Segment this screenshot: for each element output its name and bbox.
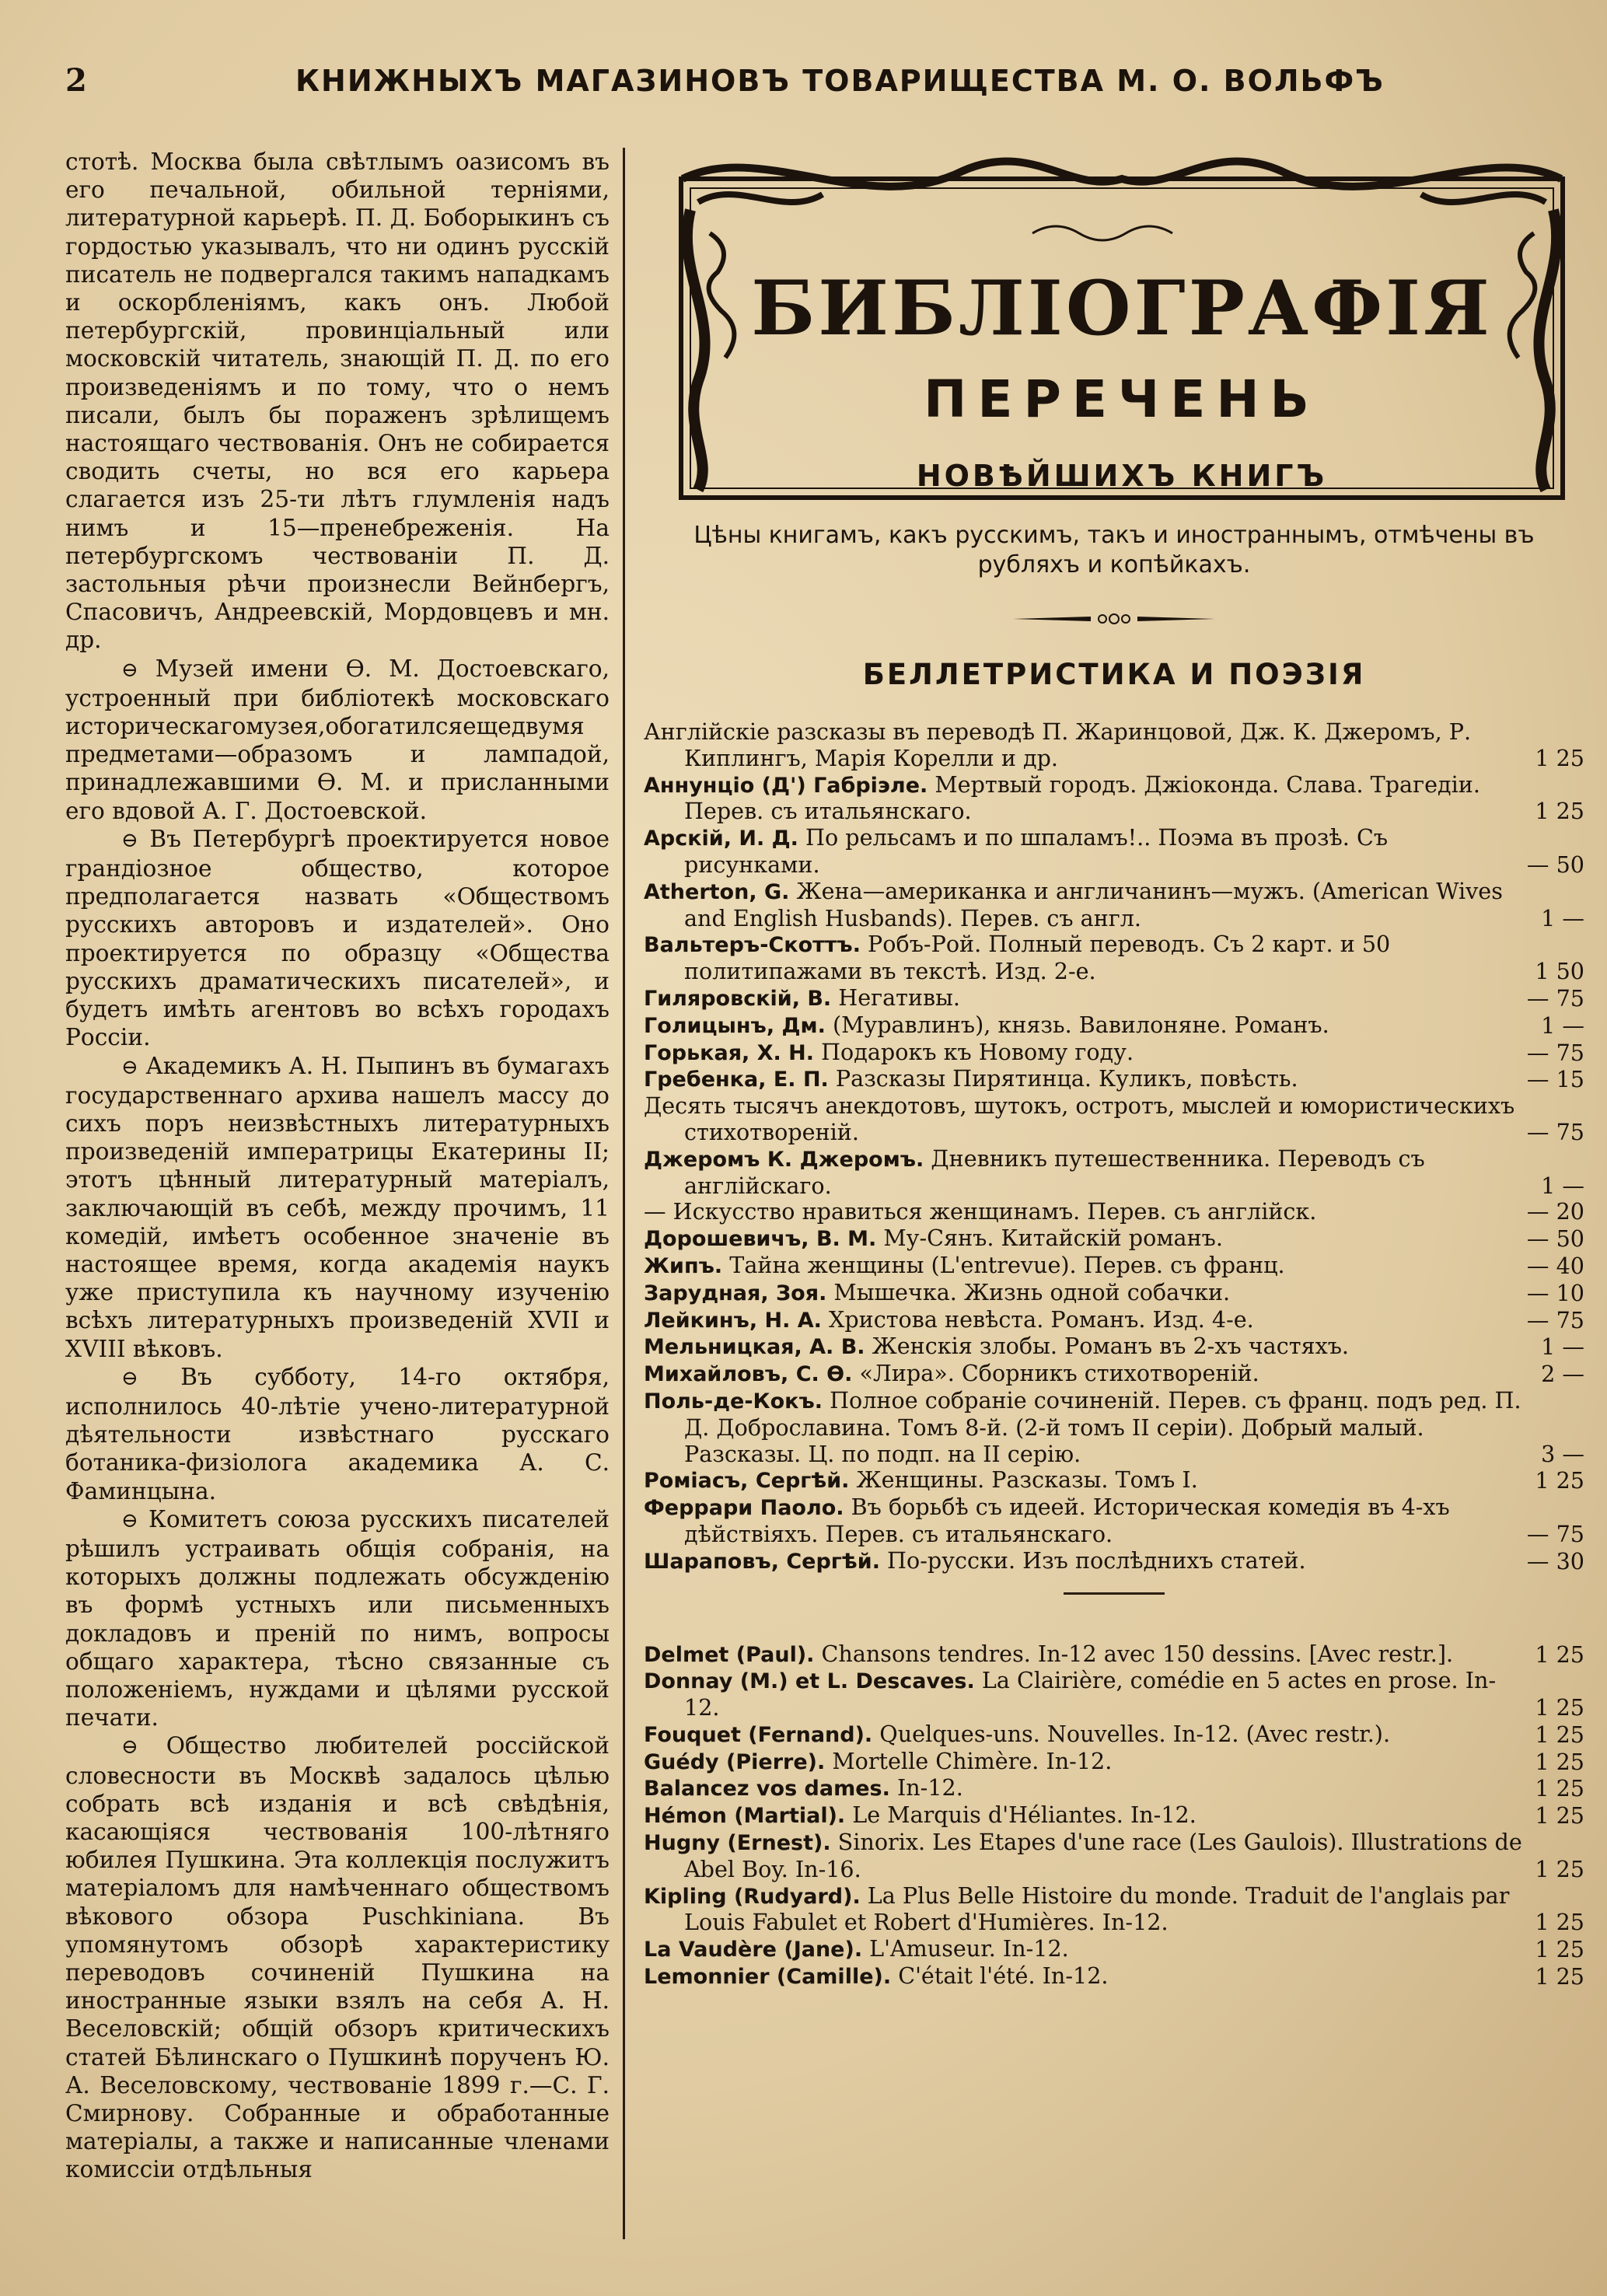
list-item: Guédy (Pierre). Mortelle Chimère. In-12. 1 25 (644, 1747, 1584, 1775)
banner-title: БИБЛІОГРАФІЯ (751, 264, 1493, 352)
price: — 20 (1526, 1198, 1584, 1225)
section-bullet-icon: ⊖ (121, 1508, 138, 1532)
price: — 75 (1526, 984, 1584, 1012)
list-item: Арскій, И. Д. По рельсамъ и по шпаламъ!.. Поэма въ прозѣ. Съ рисунками. — 50 (644, 824, 1584, 878)
price: — 75 (1526, 1306, 1584, 1333)
divider-ornament-icon (1013, 611, 1215, 627)
price: 1 — (1541, 1172, 1584, 1199)
running-title: КНИЖНЫХЪ МАГАЗИНОВЪ ТОВАРИЩЕСТВА М. О. ВОЛЬФЪ (295, 64, 1385, 98)
price: 1 25 (1535, 1641, 1584, 1668)
paragraph: ⊖ Музей имени Ѳ. М. Достоевскаго, устроенный при библіотекѣ московскаго историческагомузея,обогатилсяещедвумя предметами—образомъ и лампадой, принадлежавшими Ѳ. М. и присланными его вдовой А. Г. Достоевской. (65, 655, 610, 824)
price: — 15 (1526, 1066, 1584, 1093)
price: — 50 (1526, 1225, 1584, 1253)
section-bullet-icon: ⊖ (121, 658, 138, 682)
french-book-list (644, 1641, 1584, 1990)
paragraph: ⊖ Въ Петербургѣ проектируется новое грандіозное общество, которое предполагается назвать «Обществомъ русскихъ авторовъ и издателей». Оно проектируется по образцу «Общества русскихъ драматическихъ писателей», и будетъ имѣть агентовъ во всѣхъ городахъ Россіи. (65, 825, 610, 1051)
page-number: 2 (65, 62, 87, 99)
list-item: Hugny (Ernest). Sinorix. Les Etapes d'une race (Les Gaulois). Illustrations de Abel Boy. In-16. 1 25 (644, 1829, 1584, 1882)
price: 1 25 (1535, 1467, 1584, 1494)
running-header (0, 56, 1607, 110)
list-item: Феррари Паоло. Въ борьбѣ съ идеей. Историческая комедія въ 4-хъ дѣйствіяхъ. Перев. съ итальянскаго. — 75 (644, 1494, 1584, 1547)
price: 2 — (1541, 1361, 1584, 1388)
list-item: Шараповъ, Сергѣй. По-русски. Изъ послѣднихъ статей. — 30 (644, 1546, 1584, 1574)
price: — 75 (1526, 1039, 1584, 1066)
list-item: Donnay (M.) et L. Descaves. La Clairière, comédie en 5 actes en prose. In-12. 1 25 (644, 1667, 1584, 1721)
price: 1 — (1541, 1333, 1584, 1361)
price: 1 25 (1535, 1802, 1584, 1829)
list-item: Hémon (Martial). Le Marquis d'Héliantes. In-12. 1 25 (644, 1802, 1584, 1829)
list-item: Джеромъ К. Джеромъ. Дневникъ путешественника. Переводъ съ англійскаго. 1 — (644, 1145, 1584, 1199)
list-item: Delmet (Paul). Chansons tendres. In-12 avec 150 dessins. [Avec restr.]. 1 25 (644, 1640, 1584, 1668)
section-bullet-icon: ⊖ (121, 1055, 138, 1079)
list-item: Вальтеръ-Скоттъ. Робъ-Рой. Полный переводъ. Съ 2 карт. и 50 политипажами въ текстѣ. Изд. 2-е. 1 50 (644, 931, 1584, 985)
list-item: Михайловъ, С. Ѳ. «Лира». Сборникъ стихотвореній. 2 — (644, 1360, 1584, 1388)
list-item: Гиляровскій, В. Негативы. — 75 (644, 984, 1584, 1012)
section-divider (1064, 1592, 1165, 1595)
list-item: Lemonnier (Camille). C'était l'été. In-12. 1 25 (644, 1962, 1584, 1990)
section-title: БЕЛЛЕТРИСТИКА И ПОЭЗІЯ (862, 658, 1366, 691)
list-item: Роміасъ, Сергѣй. Женщины. Разсказы. Томъ I. 1 25 (644, 1466, 1584, 1494)
list-item: Голицынъ, Дм. (Муравлинъ), князь. Вавилоняне. Романъ. 1 — (644, 1011, 1584, 1039)
paragraph: ⊖ Комитетъ союза русскихъ писателей рѣшилъ устраивать общія собранія, на которыхъ должны подлежать обсужденію въ формѣ устныхъ или письменныхъ докладовъ и преній по нимъ, вопросы общаго характера, тѣсно связанные съ положеніемъ, нуждами и цѣлями русской печати. (65, 1505, 610, 1732)
price: 1 25 (1535, 798, 1584, 825)
list-item: Дорошевичъ, В. М. Му-Сянъ. Китайскій романъ. — 50 (644, 1225, 1584, 1253)
list-item: Горькая, Х. Н. Подарокъ къ Новому году. — 75 (644, 1038, 1584, 1066)
price: 1 25 (1535, 744, 1584, 771)
right-column (644, 148, 1584, 1990)
bibliography-banner (667, 148, 1577, 505)
list-item: Поль-де-Кокъ. Полное собраніе сочиненій. Перев. съ франц. подъ ред. П. Д. Доброславина. Томъ 8-й. (2-й томъ II серіи). Добрый малый. Разсказы. Ц. по подп. на II серію. 3 — (644, 1386, 1584, 1467)
list-item: Atherton, G. Жена—американка и англичанинъ—мужъ. (American Wives and English Husbands). Перев. съ англ. 1 — (644, 877, 1584, 931)
list-item: Лейкинъ, Н. А. Христова невѣста. Романъ. Изд. 4-е. — 75 (644, 1305, 1584, 1333)
list-item: Fouquet (Fernand). Quelques-uns. Nouvelles. In-12. (Avec restr.). 1 25 (644, 1720, 1584, 1748)
price: 1 50 (1535, 958, 1584, 985)
section-bullet-icon: ⊖ (121, 828, 138, 852)
price: 1 25 (1535, 1909, 1584, 1936)
list-item: Аннунціо (Д') Габріэле. Мертвый городъ. Джіоконда. Слава. Трагедіи. Перев. съ итальянскаго. 1 25 (644, 771, 1584, 825)
russian-book-list (644, 719, 1584, 1575)
list-item: Мельницкая, А. В. Женскія злобы. Романъ въ 2-хъ частяхъ. 1 — (644, 1333, 1584, 1361)
price: — 50 (1526, 851, 1584, 878)
list-item: La Vaudère (Jane). L'Amuseur. In-12. 1 25 (644, 1935, 1584, 1963)
prices-note: Цѣны книгамъ, какъ русскимъ, такъ и иностраннымъ, отмѣчены въ рубляхъ и копѣйкахъ. (693, 522, 1535, 578)
price: 3 — (1541, 1440, 1584, 1467)
price: — 75 (1526, 1118, 1584, 1145)
section-bullet-icon: ⊖ (121, 1735, 138, 1760)
price: 1 25 (1535, 1694, 1584, 1721)
banner-subtitle-2: НОВѢЙШИХЪ КНИГЪ (916, 459, 1328, 493)
price: 1 25 (1535, 1775, 1584, 1802)
price: 1 25 (1535, 1963, 1584, 1990)
column-divider (623, 148, 625, 2239)
list-item: Зарудная, Зоя. Мышечка. Жизнь одной собачки. — 10 (644, 1278, 1584, 1306)
list-item: Kipling (Rudyard). La Plus Belle Histoire du monde. Traduit de l'anglais par Louis Fabulet et Robert d'Humières. In-12. 1 25 (644, 1882, 1584, 1936)
price: 1 25 (1535, 1748, 1584, 1775)
paragraph: стотѣ. Москва была свѣтлымъ оазисомъ въ его печальной, обильной терніями, литературной карьерѣ. П. Д. Боборыкинъ съ гордостью указывалъ, что ни одинъ русскій писатель не подвергался такимъ нападкамъ и оскорбленіямъ, какъ онъ. Любой петербургскій, провинціальный или московскій читатель, знающій П. Д. по его произведеніямъ и по тому, что о немъ писали, былъ бы пораженъ зрѣлищемъ настоящаго чествованія. Онъ не собирается сводить счеты, но вся его карьера слагается изъ 25-ти лѣтъ глумленія надъ нимъ и 15—пренебреженія. На петербургскомъ чествованіи П. Д. застольныя рѣчи произнесли Вейнбергъ, Спасовичъ, Андреевскій, Мордовцевъ и мн. др. (65, 149, 610, 654)
list-item: Жипъ. Тайна женщины (L'entrevue). Перев. съ франц. — 40 (644, 1251, 1584, 1279)
paragraph: ⊖ Общество любителей россійской словесности въ Москвѣ задалось цѣлью собрать всѣ изданія и всѣ свѣдѣнія, касающіяся чествованія 100-лѣтняго юбилея Пушкина. Эта коллекція послужитъ матеріаломъ для намѣченнаго обществомъ вѣкового обзора Puschkiniana. Въ упомянутомъ обзорѣ характеристику переводовъ сочиненій Пушкина на иностранные языки взялъ на себя А. Н. Веселовскій; общій обзоръ критическихъ статей Бѣлинскаго о Пушкинѣ порученъ Ю. А. Веселовскому, чествованіе 1899 г.—С. Г. Смирнову. Собранные и обработанные матеріалы, а также и написанные членами комиссіи отдѣльныя (65, 1732, 610, 2183)
banner-subtitle: ПЕРЕЧЕНЬ (924, 369, 1320, 429)
price: 1 — (1541, 1012, 1584, 1039)
price: — 75 (1526, 1520, 1584, 1547)
price: — 30 (1526, 1547, 1584, 1574)
section-bullet-icon: ⊖ (121, 1366, 138, 1390)
left-column (65, 148, 610, 2184)
list-item: Десять тысячъ анекдотовъ, шутокъ, остротъ, мыслей и юмористическихъ стихотвореній. — 75 (644, 1092, 1584, 1145)
list-item: Balancez vos dames. In-12. 1 25 (644, 1774, 1584, 1802)
list-item: Гребенка, Е. П. Разсказы Пирятинца. Куликъ, повѣсть. — 15 (644, 1065, 1584, 1093)
price: 1 25 (1535, 1721, 1584, 1748)
price: 1 — (1541, 904, 1584, 931)
paragraph: ⊖ Въ субботу, 14-го октября, исполнилось 40-лѣтіе учено-литературной дѣятельности извѣстнаго русскаго ботаника-физіолога академика А. С. Фаминцына. (65, 1363, 610, 1504)
price: — 10 (1526, 1279, 1584, 1306)
price: 1 25 (1535, 1855, 1584, 1882)
list-item: — Искусство нравиться женщинамъ. Перев. съ англійск. — 20 (644, 1198, 1584, 1225)
list-item: Англійскіе разсказы въ переводѣ П. Жаринцовой, Дж. К. Джеромъ, Р. Киплингъ, Марія Корелли и др. 1 25 (644, 718, 1584, 771)
price: — 40 (1526, 1252, 1584, 1279)
paragraph: ⊖ Академикъ А. Н. Пыпинъ въ бумагахъ государственнаго архива нашелъ массу до сихъ поръ неизвѣстныхъ литературныхъ произведеній императрицы Екатерины II; этотъ цѣнный литературный матеріалъ, заключающій въ себѣ, между прочимъ, 11 комедій, имѣетъ особенное значеніе въ настоящее время, когда академія наукъ уже приступила къ научному изученію всѣхъ литературныхъ произведеній XVII и XVIII вѣковъ. (65, 1052, 610, 1362)
price: 1 25 (1535, 1936, 1584, 1963)
